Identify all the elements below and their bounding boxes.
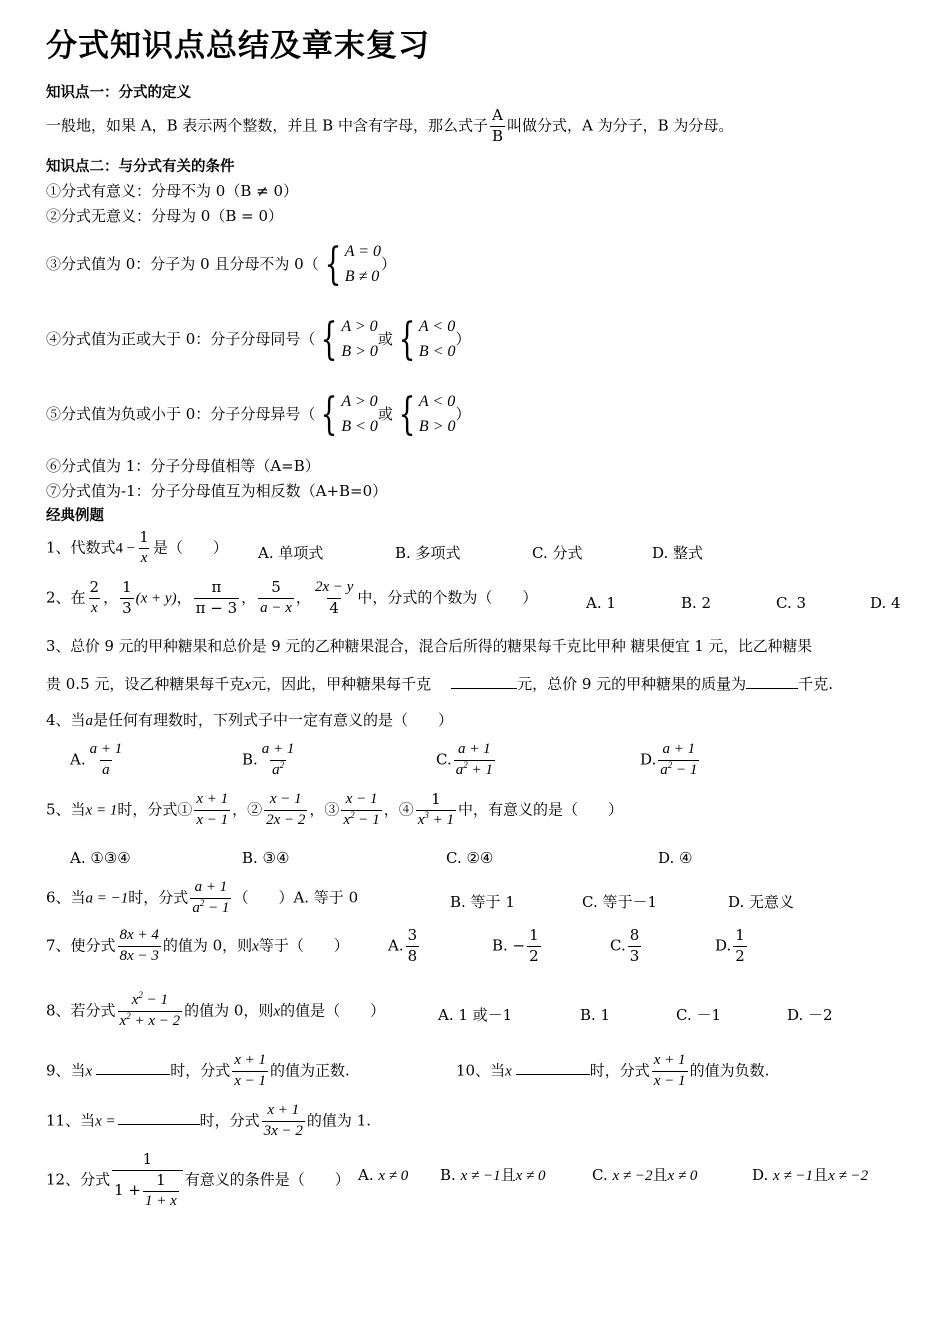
option-b: B. 等于 1 bbox=[450, 893, 515, 911]
frac-den: x − 1 bbox=[234, 1072, 267, 1089]
frac-den: 8 bbox=[407, 946, 418, 965]
complex-fraction bbox=[112, 1152, 183, 1209]
condition-7: ⑦分式值为-1：分子分母值互为相反数（A+B=0） bbox=[46, 482, 388, 500]
frac-den bbox=[416, 810, 456, 829]
frac-den: x − 1 bbox=[196, 811, 229, 828]
sys-line: B > 0 bbox=[418, 417, 456, 435]
frac-num: 1 bbox=[122, 578, 132, 596]
term: + 1 bbox=[467, 761, 493, 778]
option-label: A. bbox=[70, 750, 86, 769]
frac-den: 3 bbox=[122, 598, 132, 617]
q-text: 时，分式 bbox=[589, 1061, 650, 1080]
frac-den bbox=[112, 1170, 183, 1210]
option-d: D. 4 bbox=[870, 594, 901, 612]
kp1-text-a: 一般地，如果 A，B 表示两个整数，并且 B 中含有字母，那么式子 bbox=[46, 116, 488, 135]
frac-num: 8 bbox=[629, 926, 640, 944]
fraction bbox=[194, 580, 240, 617]
option-label: B. bbox=[242, 750, 258, 769]
frac-den bbox=[270, 760, 286, 779]
frac-den: x − 1 bbox=[653, 1072, 686, 1089]
frac-den: π − 3 bbox=[195, 598, 238, 617]
option-c: C. 分式 bbox=[532, 544, 583, 562]
option-label: D. bbox=[752, 1166, 769, 1184]
question-11 bbox=[46, 1103, 371, 1140]
close-paren: ） bbox=[268, 207, 284, 225]
var: a bbox=[192, 899, 200, 916]
q-text: 的值为 1. bbox=[306, 1111, 372, 1130]
comma: ， bbox=[103, 588, 119, 607]
option-a: A. 1 或－1 bbox=[438, 1006, 513, 1024]
fraction bbox=[264, 792, 307, 829]
q-math: x bbox=[505, 1063, 512, 1080]
c1-text: ①分式有意义：分母不为 0（ bbox=[46, 182, 241, 200]
c3-text: ③分式值为 0：分子为 0 且分母不为 0（ bbox=[46, 254, 319, 273]
option-d bbox=[715, 928, 749, 965]
comma: ， bbox=[241, 588, 257, 607]
q-text: 的值为 0，则 bbox=[162, 936, 253, 955]
q-math: x bbox=[252, 938, 259, 955]
answer-blank[interactable] bbox=[96, 1074, 170, 1075]
c1-math: B ≠ 0 bbox=[240, 182, 283, 200]
fraction bbox=[194, 792, 230, 829]
frac-num: a + 1 bbox=[89, 741, 123, 757]
frac-den: 1 + x bbox=[144, 1192, 177, 1209]
sys-line: A = 0 bbox=[344, 243, 381, 260]
frac-num: 1 bbox=[431, 790, 441, 808]
q-text: 4、当 bbox=[46, 711, 86, 729]
q-text: 11、当 bbox=[46, 1111, 96, 1130]
option-b bbox=[242, 742, 298, 779]
term: − 1 bbox=[354, 811, 380, 828]
option-b bbox=[440, 1168, 546, 1184]
fraction bbox=[262, 1103, 305, 1140]
option-c bbox=[436, 742, 497, 779]
close-paren: ） bbox=[455, 329, 471, 348]
fraction bbox=[232, 1053, 268, 1090]
option-c: C. 3 bbox=[776, 594, 807, 612]
condition-6: ⑥分式值为 1：分子分母值相等（A=B） bbox=[46, 457, 320, 475]
page-title: 分式知识点总结及章末复习 bbox=[46, 28, 430, 64]
sys-line: B < 0 bbox=[341, 417, 378, 435]
q-math: x bbox=[85, 1063, 93, 1080]
question-3-line-1: 3、总价 9 元的甲种糖果和总价是 9 元的乙种糖果混合，混合后所得的糖果每千克比甲种 糖果便宜 1 元，比乙种糖果 bbox=[46, 638, 813, 655]
option-label: B. − bbox=[492, 936, 526, 955]
term: − 1 bbox=[204, 899, 230, 916]
fraction bbox=[313, 580, 355, 617]
frac-num: 2 bbox=[89, 578, 100, 596]
exponent: 2 bbox=[279, 759, 285, 770]
q-text: 8、若分式 bbox=[46, 1001, 116, 1020]
option-label: C. bbox=[436, 750, 452, 769]
condition-4 bbox=[46, 315, 471, 365]
frac-den: 3 bbox=[629, 946, 640, 965]
frac-num: a + 1 bbox=[662, 741, 696, 757]
q-math: (x + y) bbox=[135, 590, 177, 607]
q-text: 时，分式 bbox=[170, 1061, 231, 1080]
sys-line: A > 0 bbox=[341, 318, 378, 335]
fraction bbox=[341, 792, 381, 829]
option-label: C. bbox=[610, 936, 626, 955]
condition-5 bbox=[46, 390, 471, 440]
sys-line: B < 0 bbox=[418, 342, 456, 360]
q-text: 2、在 bbox=[46, 588, 86, 607]
frac-den: 2x − 2 bbox=[266, 811, 306, 828]
fraction bbox=[406, 928, 420, 965]
fraction bbox=[652, 1053, 688, 1090]
var: a bbox=[272, 761, 280, 778]
fraction bbox=[658, 742, 699, 779]
q-text: 时，分式① bbox=[117, 800, 193, 819]
frac-den bbox=[118, 1011, 183, 1030]
option-b: B. 1 bbox=[580, 1006, 611, 1024]
q-math: x ≠ 0 bbox=[515, 1168, 546, 1184]
q-math: x ≠ 0 bbox=[378, 1168, 409, 1184]
var: x bbox=[343, 811, 351, 828]
frac-den: 8x − 3 bbox=[119, 947, 159, 964]
question-6 bbox=[46, 880, 358, 917]
close-paren: ） bbox=[283, 182, 299, 200]
option-c: C. 等于－1 bbox=[582, 893, 658, 911]
frac-den bbox=[190, 898, 231, 917]
frac-num: 1 bbox=[142, 1150, 153, 1168]
or-text: 或 bbox=[377, 404, 393, 423]
q-text: 12、分式 bbox=[46, 1170, 111, 1189]
sys-line: A < 0 bbox=[418, 393, 456, 410]
frac-den bbox=[658, 760, 699, 779]
fraction bbox=[88, 580, 102, 617]
fraction bbox=[137, 530, 151, 567]
option-label: D. bbox=[640, 750, 657, 769]
q-text: 元，总价 9 元的甲种糖果的质量为 bbox=[517, 675, 747, 693]
question-1 bbox=[46, 530, 228, 567]
option-d bbox=[640, 742, 701, 779]
option-a bbox=[70, 742, 126, 779]
q-text: 元，因此，甲种糖果每千克 bbox=[251, 675, 432, 693]
frac-den: x bbox=[140, 549, 148, 566]
var: a bbox=[660, 761, 668, 778]
frac-num bbox=[130, 990, 170, 1011]
q-math: x ≠ −2 bbox=[828, 1168, 869, 1184]
c2-text: ②分式无意义：分母为 0（ bbox=[46, 207, 226, 225]
q-text: ，② bbox=[232, 800, 263, 819]
option-b: B. ③④ bbox=[242, 849, 290, 867]
q-math: x = 1 bbox=[85, 802, 118, 819]
frac-num: a + 1 bbox=[261, 741, 295, 757]
exponent: 2 bbox=[199, 897, 205, 908]
term: 1 + bbox=[114, 1181, 141, 1200]
term: − 1 bbox=[142, 992, 168, 1008]
question-9 bbox=[46, 1053, 350, 1090]
frac-num: a + 1 bbox=[194, 879, 228, 895]
exponent: 2 bbox=[463, 759, 468, 770]
close-paren: ） bbox=[381, 254, 397, 273]
frac-num: 1 bbox=[529, 926, 539, 944]
sys-line: A > 0 bbox=[341, 393, 378, 410]
q-text: 时，分式 bbox=[199, 1111, 260, 1130]
question-2 bbox=[46, 580, 537, 617]
question-5 bbox=[46, 792, 623, 829]
frac-num: 8x + 4 bbox=[119, 927, 159, 943]
q-text: 的值为负数. bbox=[689, 1061, 770, 1080]
fraction bbox=[118, 928, 161, 965]
brace-system: { A = 0 B ≠ 0 bbox=[324, 238, 381, 290]
fraction bbox=[120, 580, 134, 617]
q-text: 7、使分式 bbox=[46, 936, 116, 955]
option-label: D. bbox=[715, 936, 732, 955]
answer-blank[interactable] bbox=[118, 1124, 200, 1125]
exponent: 2 bbox=[126, 1010, 131, 1021]
option-b bbox=[492, 928, 543, 965]
close-paren: ） bbox=[455, 404, 471, 423]
option-c: C. －1 bbox=[676, 1006, 722, 1024]
frac-num: A bbox=[492, 106, 503, 124]
option-a: A. 1 bbox=[586, 594, 616, 612]
q-text: 10、当 bbox=[456, 1061, 506, 1080]
frac-num: x − 1 bbox=[345, 791, 378, 807]
fraction bbox=[260, 742, 297, 779]
kp2-heading: 知识点二：与分式有关的条件 bbox=[46, 159, 235, 175]
option-d: D. －2 bbox=[787, 1006, 833, 1024]
question-10 bbox=[456, 1053, 769, 1090]
q-math: x = bbox=[95, 1113, 116, 1130]
kp1-heading: 知识点一：分式的定义 bbox=[46, 85, 191, 101]
frac-num: 1 bbox=[735, 926, 745, 944]
q-text: 中，分式的个数为（ ） bbox=[357, 588, 538, 607]
frac-num: 5 bbox=[271, 578, 281, 596]
frac-den bbox=[341, 810, 381, 829]
q-text: 等于（ ） bbox=[258, 936, 349, 955]
fraction bbox=[527, 928, 541, 965]
option-label: B. bbox=[440, 1166, 456, 1184]
fraction bbox=[118, 990, 183, 1030]
answer-blank[interactable] bbox=[516, 1074, 590, 1075]
frac-num: 3 bbox=[407, 926, 418, 944]
q-text: （ ）A. 等于 0 bbox=[233, 888, 359, 907]
condition-1 bbox=[46, 184, 298, 199]
term: + x − 2 bbox=[130, 1012, 181, 1029]
q-text: 1、代数式 bbox=[46, 538, 116, 557]
frac-den: 4 bbox=[329, 598, 339, 617]
q-math: x ≠ −2 bbox=[612, 1168, 653, 1184]
frac-num: x − 1 bbox=[269, 791, 302, 807]
option-label: A. bbox=[358, 1166, 374, 1184]
option-b: B. 2 bbox=[681, 594, 712, 612]
condition-2 bbox=[46, 209, 283, 224]
frac-den: 2 bbox=[735, 946, 745, 965]
exponent: 2 bbox=[667, 759, 673, 770]
fraction bbox=[416, 792, 456, 829]
or-text: 或 bbox=[377, 329, 393, 348]
option-a: A. ①③④ bbox=[70, 849, 131, 867]
q-text: ，③ bbox=[309, 800, 340, 819]
question-3-line-2 bbox=[46, 677, 833, 693]
q-text: 时，分式 bbox=[128, 888, 189, 907]
question-7 bbox=[46, 928, 349, 965]
frac-num: a + 1 bbox=[457, 741, 491, 757]
q-math: x ≠ 0 bbox=[667, 1168, 698, 1184]
q-math: x ≠ −1 bbox=[773, 1168, 814, 1184]
c2-math: B = 0 bbox=[225, 207, 268, 225]
var: x bbox=[131, 992, 139, 1008]
q-text: 5、当 bbox=[46, 800, 86, 819]
sys-line: B ≠ 0 bbox=[344, 267, 380, 285]
frac-den: a − x bbox=[260, 599, 292, 616]
option-c: C. ②④ bbox=[446, 849, 494, 867]
q-text: 9、当 bbox=[46, 1061, 86, 1080]
c5-text: ⑤分式值为负或小于 0：分子分母异号（ bbox=[46, 404, 316, 423]
q-text: 的值是（ ） bbox=[280, 1001, 386, 1020]
q-text: 的值为 0，则 bbox=[184, 1001, 274, 1020]
term: + 1 bbox=[428, 811, 455, 828]
frac-den: a bbox=[102, 761, 110, 778]
answer-blank[interactable] bbox=[746, 688, 798, 689]
c4-text: ④分式值为正或大于 0：分子分母同号（ bbox=[46, 329, 316, 348]
and-text: 且 bbox=[500, 1166, 516, 1184]
exponent: 3 bbox=[424, 809, 429, 820]
q-text: 是任何有理数时，下列式子中一定有意义的是（ ） bbox=[93, 711, 454, 729]
var: x bbox=[119, 1012, 127, 1029]
option-label: A. bbox=[388, 936, 404, 955]
q-math: x bbox=[244, 677, 252, 693]
examples-heading: 经典例题 bbox=[46, 508, 104, 524]
fraction bbox=[88, 742, 125, 779]
frac-num: π bbox=[211, 578, 222, 596]
fraction bbox=[258, 580, 294, 617]
frac-den: x bbox=[90, 599, 98, 616]
q-text: 的值为正数. bbox=[270, 1061, 350, 1080]
frac-num: 1 bbox=[139, 528, 149, 546]
frac-den: 3x − 2 bbox=[263, 1122, 303, 1139]
option-a bbox=[388, 928, 421, 965]
q-math: x bbox=[273, 1003, 281, 1020]
q-text: 贵 0.5 元，设乙种糖果每千克 bbox=[46, 675, 245, 693]
option-a: A. 单项式 bbox=[258, 544, 324, 562]
question-12 bbox=[46, 1152, 350, 1209]
option-b: B. 多项式 bbox=[395, 544, 461, 562]
brace-system: { A < 0 B < 0 bbox=[398, 313, 456, 365]
q-text: 有意义的条件是（ ） bbox=[184, 1170, 350, 1189]
q-math: a bbox=[85, 713, 94, 729]
q-text: 千克. bbox=[798, 675, 833, 693]
q-math: a = −1 bbox=[85, 890, 129, 907]
and-text: 且 bbox=[652, 1166, 668, 1184]
frac-num: x + 1 bbox=[196, 791, 229, 807]
option-d: D. 整式 bbox=[652, 544, 704, 562]
option-label: C. bbox=[592, 1166, 608, 1184]
exponent: 2 bbox=[350, 809, 355, 820]
option-c bbox=[592, 1168, 697, 1184]
q-text: 是（ ） bbox=[152, 538, 228, 557]
frac-den: 2 bbox=[529, 946, 539, 965]
option-d bbox=[752, 1168, 868, 1184]
frac-den bbox=[454, 760, 495, 779]
term: − 1 bbox=[672, 761, 698, 778]
question-4 bbox=[46, 713, 453, 729]
condition-3 bbox=[46, 240, 396, 290]
fraction-a-over-b bbox=[490, 108, 505, 145]
sys-line: A < 0 bbox=[418, 318, 456, 335]
var: x bbox=[417, 811, 425, 828]
frac-num: 2x − y bbox=[314, 579, 354, 595]
option-d: D. ④ bbox=[658, 849, 693, 867]
q-math: 4 − bbox=[115, 540, 136, 557]
var: a bbox=[455, 761, 464, 778]
kp1-text-b: 叫做分式，A 为分子，B 为分母。 bbox=[507, 116, 734, 135]
q-text: 6、当 bbox=[46, 888, 86, 907]
sys-line: B > 0 bbox=[341, 342, 378, 360]
and-text: 且 bbox=[813, 1166, 829, 1184]
answer-blank[interactable] bbox=[451, 688, 517, 689]
comma: ， bbox=[176, 588, 192, 607]
brace-system: { A > 0 B < 0 bbox=[320, 388, 378, 440]
frac-num: x + 1 bbox=[653, 1052, 686, 1068]
option-a bbox=[358, 1168, 408, 1184]
option-d: D. 无意义 bbox=[728, 893, 795, 911]
brace-system: { A < 0 B > 0 bbox=[398, 388, 456, 440]
question-8 bbox=[46, 990, 386, 1030]
q-math: x ≠ −1 bbox=[460, 1168, 501, 1184]
fraction bbox=[628, 928, 642, 965]
fraction bbox=[454, 742, 495, 779]
comma: ， bbox=[295, 588, 311, 607]
q-text: 中，有意义的是（ ） bbox=[458, 800, 624, 819]
frac-num: x + 1 bbox=[234, 1052, 267, 1068]
frac-num: 1 bbox=[156, 1170, 166, 1189]
frac-den: B bbox=[491, 126, 503, 145]
option-c bbox=[610, 928, 643, 965]
brace-system: { A > 0 B > 0 bbox=[320, 313, 378, 365]
fraction bbox=[190, 880, 231, 917]
inner-fraction bbox=[143, 1170, 179, 1210]
q-text: ，④ bbox=[383, 800, 414, 819]
frac-num: x + 1 bbox=[267, 1102, 300, 1118]
fraction bbox=[733, 928, 747, 965]
kp1-definition bbox=[46, 108, 733, 145]
exponent: 2 bbox=[138, 990, 143, 1000]
